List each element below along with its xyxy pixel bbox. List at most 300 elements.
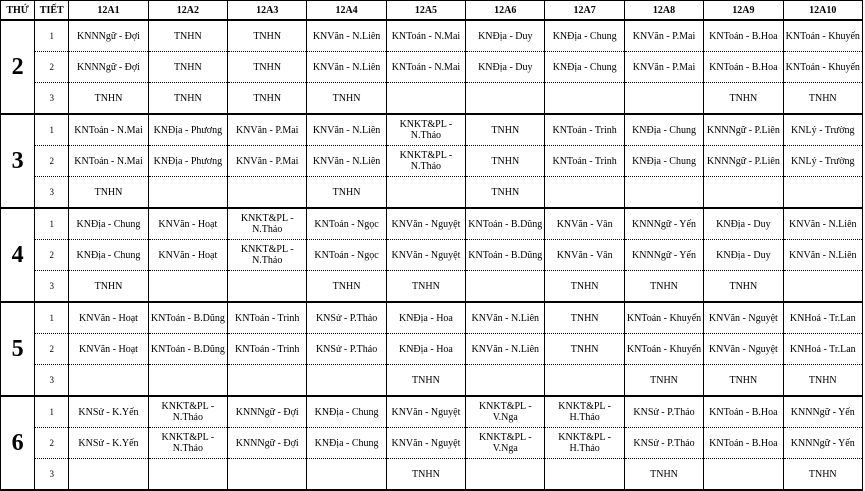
- lesson-text: KNToán - B.Dũng: [150, 312, 225, 324]
- lesson-cell: [69, 365, 148, 397]
- lesson-cell: [386, 240, 465, 271]
- lesson-cell: [466, 459, 545, 491]
- lesson-cell: [69, 114, 148, 146]
- period-number: 2: [35, 52, 69, 83]
- lesson-cell: [307, 177, 386, 209]
- lesson-text: TNHN: [332, 280, 361, 292]
- lesson-text: TNHN: [570, 312, 599, 324]
- schedule-row: [1, 459, 863, 491]
- period-number: 1: [35, 208, 69, 240]
- lesson-text: KNVăn - Nguyệt: [708, 343, 778, 355]
- lesson-text: KNToán - Khuyến: [626, 343, 702, 355]
- lesson-text: KNToán - N.Mai: [391, 30, 461, 42]
- lesson-text: KNToán - Trinh: [235, 343, 300, 355]
- lesson-text: TNHN: [729, 374, 758, 386]
- schedule-row: [1, 83, 863, 115]
- lesson-cell: [783, 146, 862, 177]
- lesson-cell: [783, 83, 862, 115]
- lesson-text: KNĐịa - Chung: [552, 61, 617, 73]
- lesson-text: KNToán - B.Hoa: [709, 61, 778, 73]
- lesson-cell: [545, 240, 624, 271]
- lesson-cell: [704, 83, 783, 115]
- lesson-text: KNVăn - Nguyệt: [391, 218, 461, 230]
- schedule-row: [1, 271, 863, 303]
- lesson-text: TNHN: [650, 468, 678, 480]
- lesson-text: KNVăn - N.Liên: [312, 124, 381, 136]
- lesson-text: KNĐịa - Duy: [716, 249, 771, 261]
- lesson-cell: [783, 114, 862, 146]
- lesson-cell: [386, 208, 465, 240]
- lesson-text: KNNNgữ - P.Liên: [706, 155, 780, 167]
- lesson-text: TNHN: [94, 186, 123, 198]
- lesson-text: KNToán - B.Hoa: [709, 406, 778, 418]
- lesson-text: TNHN: [729, 280, 758, 292]
- period-number: 3: [35, 177, 69, 209]
- lesson-cell: [69, 20, 148, 52]
- lesson-text: TNHN: [570, 343, 599, 355]
- lesson-cell: [69, 302, 148, 334]
- lesson-text: TNHN: [808, 92, 837, 104]
- lesson-cell: [466, 365, 545, 397]
- period-number: 1: [35, 396, 69, 428]
- lesson-text: KNĐịa - Phương: [153, 124, 223, 136]
- lesson-cell: [704, 334, 783, 365]
- lesson-cell: [466, 177, 545, 209]
- lesson-cell: [704, 114, 783, 146]
- header-class-12a6: 12A6: [466, 1, 545, 21]
- period-number: 1: [35, 302, 69, 334]
- lesson-text: KNToán - Khuyến: [785, 61, 860, 73]
- lesson-text: KNToán - N.Mai: [74, 155, 143, 167]
- lesson-text: TNHN: [94, 92, 123, 104]
- lesson-text: KNKT&PL - N.Thảo: [399, 119, 453, 141]
- period-number: 2: [35, 146, 69, 177]
- lesson-cell: [624, 459, 703, 491]
- lesson-cell: [69, 208, 148, 240]
- lesson-cell: [307, 20, 386, 52]
- lesson-cell: [148, 334, 227, 365]
- lesson-cell: [704, 271, 783, 303]
- lesson-text: TNHN: [173, 30, 202, 42]
- lesson-text: KNVăn - P.Mai: [632, 61, 696, 73]
- lesson-text: KNNNgữ - Yến: [632, 218, 696, 230]
- lesson-cell: [148, 365, 227, 397]
- lesson-text: KNKT&PL - N.Thảo: [161, 401, 215, 423]
- lesson-text: KNNNgữ - Đợi: [77, 30, 140, 42]
- lesson-cell: [783, 334, 862, 365]
- lesson-cell: [704, 20, 783, 52]
- schedule-row: [1, 177, 863, 209]
- lesson-text: KNToán - B.Hoa: [709, 30, 778, 42]
- day-label: 4: [1, 208, 35, 302]
- lesson-text: TNHN: [650, 374, 678, 386]
- lesson-text: KNVăn - N.Liên: [312, 30, 381, 42]
- lesson-cell: [545, 428, 624, 459]
- lesson-text: KNKT&PL - N.Thảo: [399, 150, 453, 172]
- lesson-text: KNVăn - N.Liên: [312, 155, 381, 167]
- lesson-cell: [69, 334, 148, 365]
- lesson-cell: [624, 52, 703, 83]
- timetable-body: [1, 20, 863, 490]
- lesson-cell: [466, 83, 545, 115]
- header-class-12a4: 12A4: [307, 1, 386, 21]
- lesson-cell: [624, 177, 703, 209]
- period-number: 2: [35, 428, 69, 459]
- lesson-text: KNVăn - Hoạt: [79, 312, 138, 324]
- lesson-text: KNSử - P.Thảo: [633, 437, 695, 449]
- day-label: 3: [1, 114, 35, 208]
- lesson-cell: [545, 83, 624, 115]
- lesson-text: KNVăn - N.Liên: [471, 312, 540, 324]
- lesson-cell: [386, 334, 465, 365]
- lesson-cell: [148, 177, 227, 209]
- lesson-text: TNHN: [253, 61, 282, 73]
- lesson-text: KNToán - Ngọc: [314, 218, 379, 230]
- lesson-cell: [386, 20, 465, 52]
- lesson-text: KNKT&PL - H.Thảo: [558, 401, 611, 423]
- lesson-cell: [466, 20, 545, 52]
- lesson-cell: [148, 459, 227, 491]
- lesson-cell: [148, 114, 227, 146]
- lesson-cell: [704, 459, 783, 491]
- lesson-text: KNĐịa - Duy: [478, 61, 533, 73]
- lesson-text: KNKT&PL - N.Thảo: [240, 213, 294, 235]
- lesson-cell: [783, 459, 862, 491]
- schedule-row: [1, 334, 863, 365]
- lesson-cell: [624, 302, 703, 334]
- lesson-cell: [704, 428, 783, 459]
- period-number: 2: [35, 334, 69, 365]
- lesson-cell: [228, 271, 307, 303]
- lesson-cell: [307, 334, 386, 365]
- period-number: 1: [35, 20, 69, 52]
- lesson-text: KNToán - Ngọc: [314, 249, 379, 261]
- lesson-cell: [228, 459, 307, 491]
- lesson-cell: [307, 146, 386, 177]
- header-class-12a5: 12A5: [386, 1, 465, 21]
- lesson-text: KNVăn - Nguyệt: [391, 437, 461, 449]
- schedule-row: [1, 428, 863, 459]
- lesson-text: KNĐịa - Duy: [478, 30, 533, 42]
- lesson-text: KNKT&PL - N.Thảo: [240, 244, 294, 266]
- lesson-text: KNToán - Khuyến: [626, 312, 702, 324]
- lesson-cell: [228, 240, 307, 271]
- lesson-cell: [228, 208, 307, 240]
- lesson-cell: [69, 240, 148, 271]
- lesson-cell: [307, 83, 386, 115]
- lesson-text: KNVăn - P.Mai: [632, 30, 696, 42]
- lesson-text: KNVăn - Hoạt: [158, 218, 218, 230]
- lesson-cell: [228, 302, 307, 334]
- lesson-text: KNHoá - Tr.Lan: [789, 343, 856, 355]
- lesson-text: KNToán - Trinh: [552, 155, 617, 167]
- lesson-text: TNHN: [729, 92, 758, 104]
- lesson-cell: [624, 83, 703, 115]
- lesson-text: KNVăn - Hoạt: [79, 343, 138, 355]
- lesson-text: KNVăn - P.Mai: [235, 124, 299, 136]
- schedule-row: [1, 146, 863, 177]
- schedule-row: [1, 365, 863, 397]
- lesson-cell: [307, 271, 386, 303]
- period-number: 3: [35, 83, 69, 115]
- lesson-text: KNĐịa - Hoa: [398, 312, 453, 324]
- lesson-cell: [228, 396, 307, 428]
- lesson-cell: [545, 396, 624, 428]
- lesson-text: KNNNgữ - Yến: [790, 437, 855, 449]
- lesson-cell: [228, 52, 307, 83]
- lesson-text: KNNNgữ - Đợi: [77, 61, 140, 73]
- lesson-cell: [545, 459, 624, 491]
- lesson-cell: [545, 271, 624, 303]
- lesson-text: KNĐịa - Duy: [716, 218, 771, 230]
- lesson-cell: [228, 177, 307, 209]
- period-number: 3: [35, 271, 69, 303]
- lesson-text: KNLý - Trường: [791, 124, 855, 136]
- lesson-cell: [704, 52, 783, 83]
- lesson-cell: [148, 83, 227, 115]
- lesson-cell: [228, 365, 307, 397]
- lesson-text: KNToán - N.Mai: [391, 61, 461, 73]
- lesson-text: KNVăn - Hoạt: [158, 249, 218, 261]
- lesson-text: TNHN: [412, 374, 440, 386]
- lesson-cell: [545, 302, 624, 334]
- header-class-12a10: 12A10: [783, 1, 862, 21]
- lesson-text: TNHN: [94, 280, 123, 292]
- lesson-text: KNĐịa - Hoa: [398, 343, 453, 355]
- period-number: 3: [35, 365, 69, 397]
- day-label: 6: [1, 396, 35, 490]
- header-class-12a1: 12A1: [69, 1, 148, 21]
- lesson-cell: [466, 271, 545, 303]
- lesson-cell: [545, 177, 624, 209]
- lesson-text: KNVăn - Nguyệt: [708, 312, 778, 324]
- lesson-text: KNSử - K.Yến: [78, 437, 139, 449]
- lesson-text: KNĐịa - Chung: [552, 30, 617, 42]
- lesson-cell: [307, 428, 386, 459]
- lesson-cell: [545, 52, 624, 83]
- lesson-text: TNHN: [173, 92, 202, 104]
- lesson-cell: [783, 177, 862, 209]
- lesson-cell: [228, 428, 307, 459]
- lesson-cell: [307, 365, 386, 397]
- lesson-cell: [228, 114, 307, 146]
- lesson-cell: [704, 302, 783, 334]
- lesson-text: KNĐịa - Chung: [76, 218, 141, 230]
- header-class-12a9: 12A9: [704, 1, 783, 21]
- lesson-cell: [307, 302, 386, 334]
- lesson-cell: [148, 302, 227, 334]
- lesson-text: KNVăn - Nguyệt: [391, 406, 461, 418]
- lesson-cell: [466, 52, 545, 83]
- lesson-text: KNVăn - N.Liên: [789, 249, 857, 261]
- lesson-text: TNHN: [808, 374, 837, 386]
- period-number: 3: [35, 459, 69, 491]
- lesson-cell: [386, 428, 465, 459]
- lesson-text: KNToán - Khuyến: [785, 30, 860, 42]
- lesson-text: TNHN: [570, 280, 599, 292]
- lesson-text: TNHN: [412, 468, 440, 480]
- lesson-cell: [148, 396, 227, 428]
- header-class-12a2: 12A2: [148, 1, 227, 21]
- lesson-cell: [148, 146, 227, 177]
- lesson-cell: [466, 396, 545, 428]
- lesson-cell: [386, 271, 465, 303]
- timetable-header: [1, 1, 863, 21]
- lesson-text: KNHoá - Tr.Lan: [789, 312, 856, 324]
- lesson-text: KNNNgữ - Yến: [632, 249, 696, 261]
- lesson-cell: [307, 52, 386, 83]
- lesson-cell: [307, 396, 386, 428]
- lesson-cell: [783, 396, 862, 428]
- lesson-cell: [783, 365, 862, 397]
- lesson-text: KNToán - B.Dũng: [468, 249, 543, 261]
- lesson-cell: [148, 208, 227, 240]
- lesson-text: KNSử - P.Thảo: [315, 312, 378, 324]
- lesson-text: KNVăn - Nguyệt: [391, 249, 461, 261]
- lesson-cell: [148, 52, 227, 83]
- lesson-cell: [307, 459, 386, 491]
- lesson-cell: [386, 177, 465, 209]
- lesson-cell: [624, 428, 703, 459]
- lesson-cell: [466, 302, 545, 334]
- lesson-cell: [228, 83, 307, 115]
- lesson-cell: [386, 52, 465, 83]
- lesson-text: KNĐịa - Chung: [314, 437, 379, 449]
- lesson-cell: [307, 240, 386, 271]
- schedule-row: [1, 114, 863, 146]
- lesson-cell: [386, 146, 465, 177]
- lesson-cell: [624, 208, 703, 240]
- lesson-cell: [783, 240, 862, 271]
- lesson-text: KNKT&PL - H.Thảo: [558, 432, 611, 454]
- lesson-cell: [148, 240, 227, 271]
- schedule-row: [1, 52, 863, 83]
- lesson-text: KNToán - B.Dũng: [468, 218, 543, 230]
- period-number: 1: [35, 114, 69, 146]
- lesson-cell: [704, 208, 783, 240]
- lesson-text: KNĐịa - Phương: [153, 155, 223, 167]
- lesson-text: TNHN: [491, 186, 520, 198]
- lesson-text: KNSử - K.Yến: [78, 406, 139, 418]
- lesson-cell: [624, 114, 703, 146]
- period-number: 2: [35, 240, 69, 271]
- lesson-cell: [783, 20, 862, 52]
- lesson-cell: [466, 334, 545, 365]
- lesson-text: KNĐịa - Chung: [314, 406, 379, 418]
- schedule-row: [1, 396, 863, 428]
- lesson-text: TNHN: [808, 468, 837, 480]
- lesson-cell: [69, 428, 148, 459]
- lesson-cell: [69, 146, 148, 177]
- lesson-cell: [386, 396, 465, 428]
- lesson-cell: [386, 459, 465, 491]
- lesson-text: TNHN: [332, 186, 361, 198]
- lesson-cell: [783, 428, 862, 459]
- lesson-cell: [624, 146, 703, 177]
- lesson-cell: [545, 365, 624, 397]
- lesson-cell: [69, 459, 148, 491]
- lesson-text: TNHN: [650, 280, 678, 292]
- schedule-row: [1, 302, 863, 334]
- lesson-text: KNSử - P.Thảo: [633, 406, 695, 418]
- lesson-cell: [386, 302, 465, 334]
- lesson-cell: [704, 365, 783, 397]
- lesson-text: KNKT&PL - V.Nga: [478, 432, 532, 454]
- lesson-text: KNVăn - Vân: [556, 218, 613, 230]
- header-class-12a3: 12A3: [228, 1, 307, 21]
- lesson-text: KNLý - Trường: [791, 155, 855, 167]
- lesson-cell: [466, 146, 545, 177]
- lesson-text: KNToán - B.Dũng: [150, 343, 225, 355]
- lesson-text: TNHN: [253, 92, 282, 104]
- lesson-cell: [704, 177, 783, 209]
- lesson-cell: [624, 271, 703, 303]
- lesson-text: KNToán - B.Hoa: [709, 437, 778, 449]
- lesson-text: KNNNgữ - Yến: [790, 406, 855, 418]
- lesson-cell: [69, 83, 148, 115]
- lesson-cell: [386, 83, 465, 115]
- lesson-text: KNVăn - Vân: [556, 249, 613, 261]
- lesson-text: KNToán - N.Mai: [74, 124, 143, 136]
- lesson-text: KNĐịa - Chung: [632, 155, 696, 167]
- lesson-cell: [69, 52, 148, 83]
- lesson-cell: [624, 20, 703, 52]
- lesson-cell: [783, 271, 862, 303]
- lesson-cell: [624, 240, 703, 271]
- lesson-cell: [386, 114, 465, 146]
- lesson-cell: [69, 177, 148, 209]
- lesson-text: KNVăn - P.Mai: [235, 155, 299, 167]
- lesson-cell: [228, 146, 307, 177]
- lesson-cell: [545, 334, 624, 365]
- lesson-text: KNSử - P.Thảo: [315, 343, 378, 355]
- lesson-cell: [148, 428, 227, 459]
- lesson-text: KNĐịa - Chung: [76, 249, 141, 261]
- lesson-cell: [783, 208, 862, 240]
- lesson-text: KNToán - Trinh: [235, 312, 300, 324]
- lesson-cell: [545, 114, 624, 146]
- lesson-cell: [704, 146, 783, 177]
- header-row: [1, 1, 863, 21]
- lesson-text: KNVăn - N.Liên: [312, 61, 381, 73]
- lesson-text: KNNNgữ - Đợi: [235, 406, 299, 418]
- lesson-cell: [466, 240, 545, 271]
- lesson-cell: [624, 365, 703, 397]
- lesson-cell: [148, 271, 227, 303]
- header-class-12a8: 12A8: [624, 1, 703, 21]
- lesson-cell: [704, 396, 783, 428]
- lesson-cell: [307, 114, 386, 146]
- lesson-cell: [624, 396, 703, 428]
- lesson-text: TNHN: [412, 280, 440, 292]
- lesson-cell: [704, 240, 783, 271]
- header-period: TIẾT: [35, 1, 69, 21]
- lesson-text: KNKT&PL - V.Nga: [478, 401, 532, 423]
- day-label: 2: [1, 20, 35, 114]
- lesson-cell: [545, 20, 624, 52]
- lesson-text: KNKT&PL - N.Thảo: [161, 432, 215, 454]
- header-day: THỨ: [1, 1, 35, 21]
- day-label: 5: [1, 302, 35, 396]
- lesson-text: KNToán - Trinh: [552, 124, 617, 136]
- lesson-text: KNNNgữ - P.Liên: [706, 124, 780, 136]
- lesson-cell: [466, 208, 545, 240]
- lesson-text: TNHN: [332, 92, 361, 104]
- lesson-cell: [545, 146, 624, 177]
- lesson-cell: [148, 20, 227, 52]
- header-class-12a7: 12A7: [545, 1, 624, 21]
- lesson-text: KNVăn - N.Liên: [789, 218, 857, 230]
